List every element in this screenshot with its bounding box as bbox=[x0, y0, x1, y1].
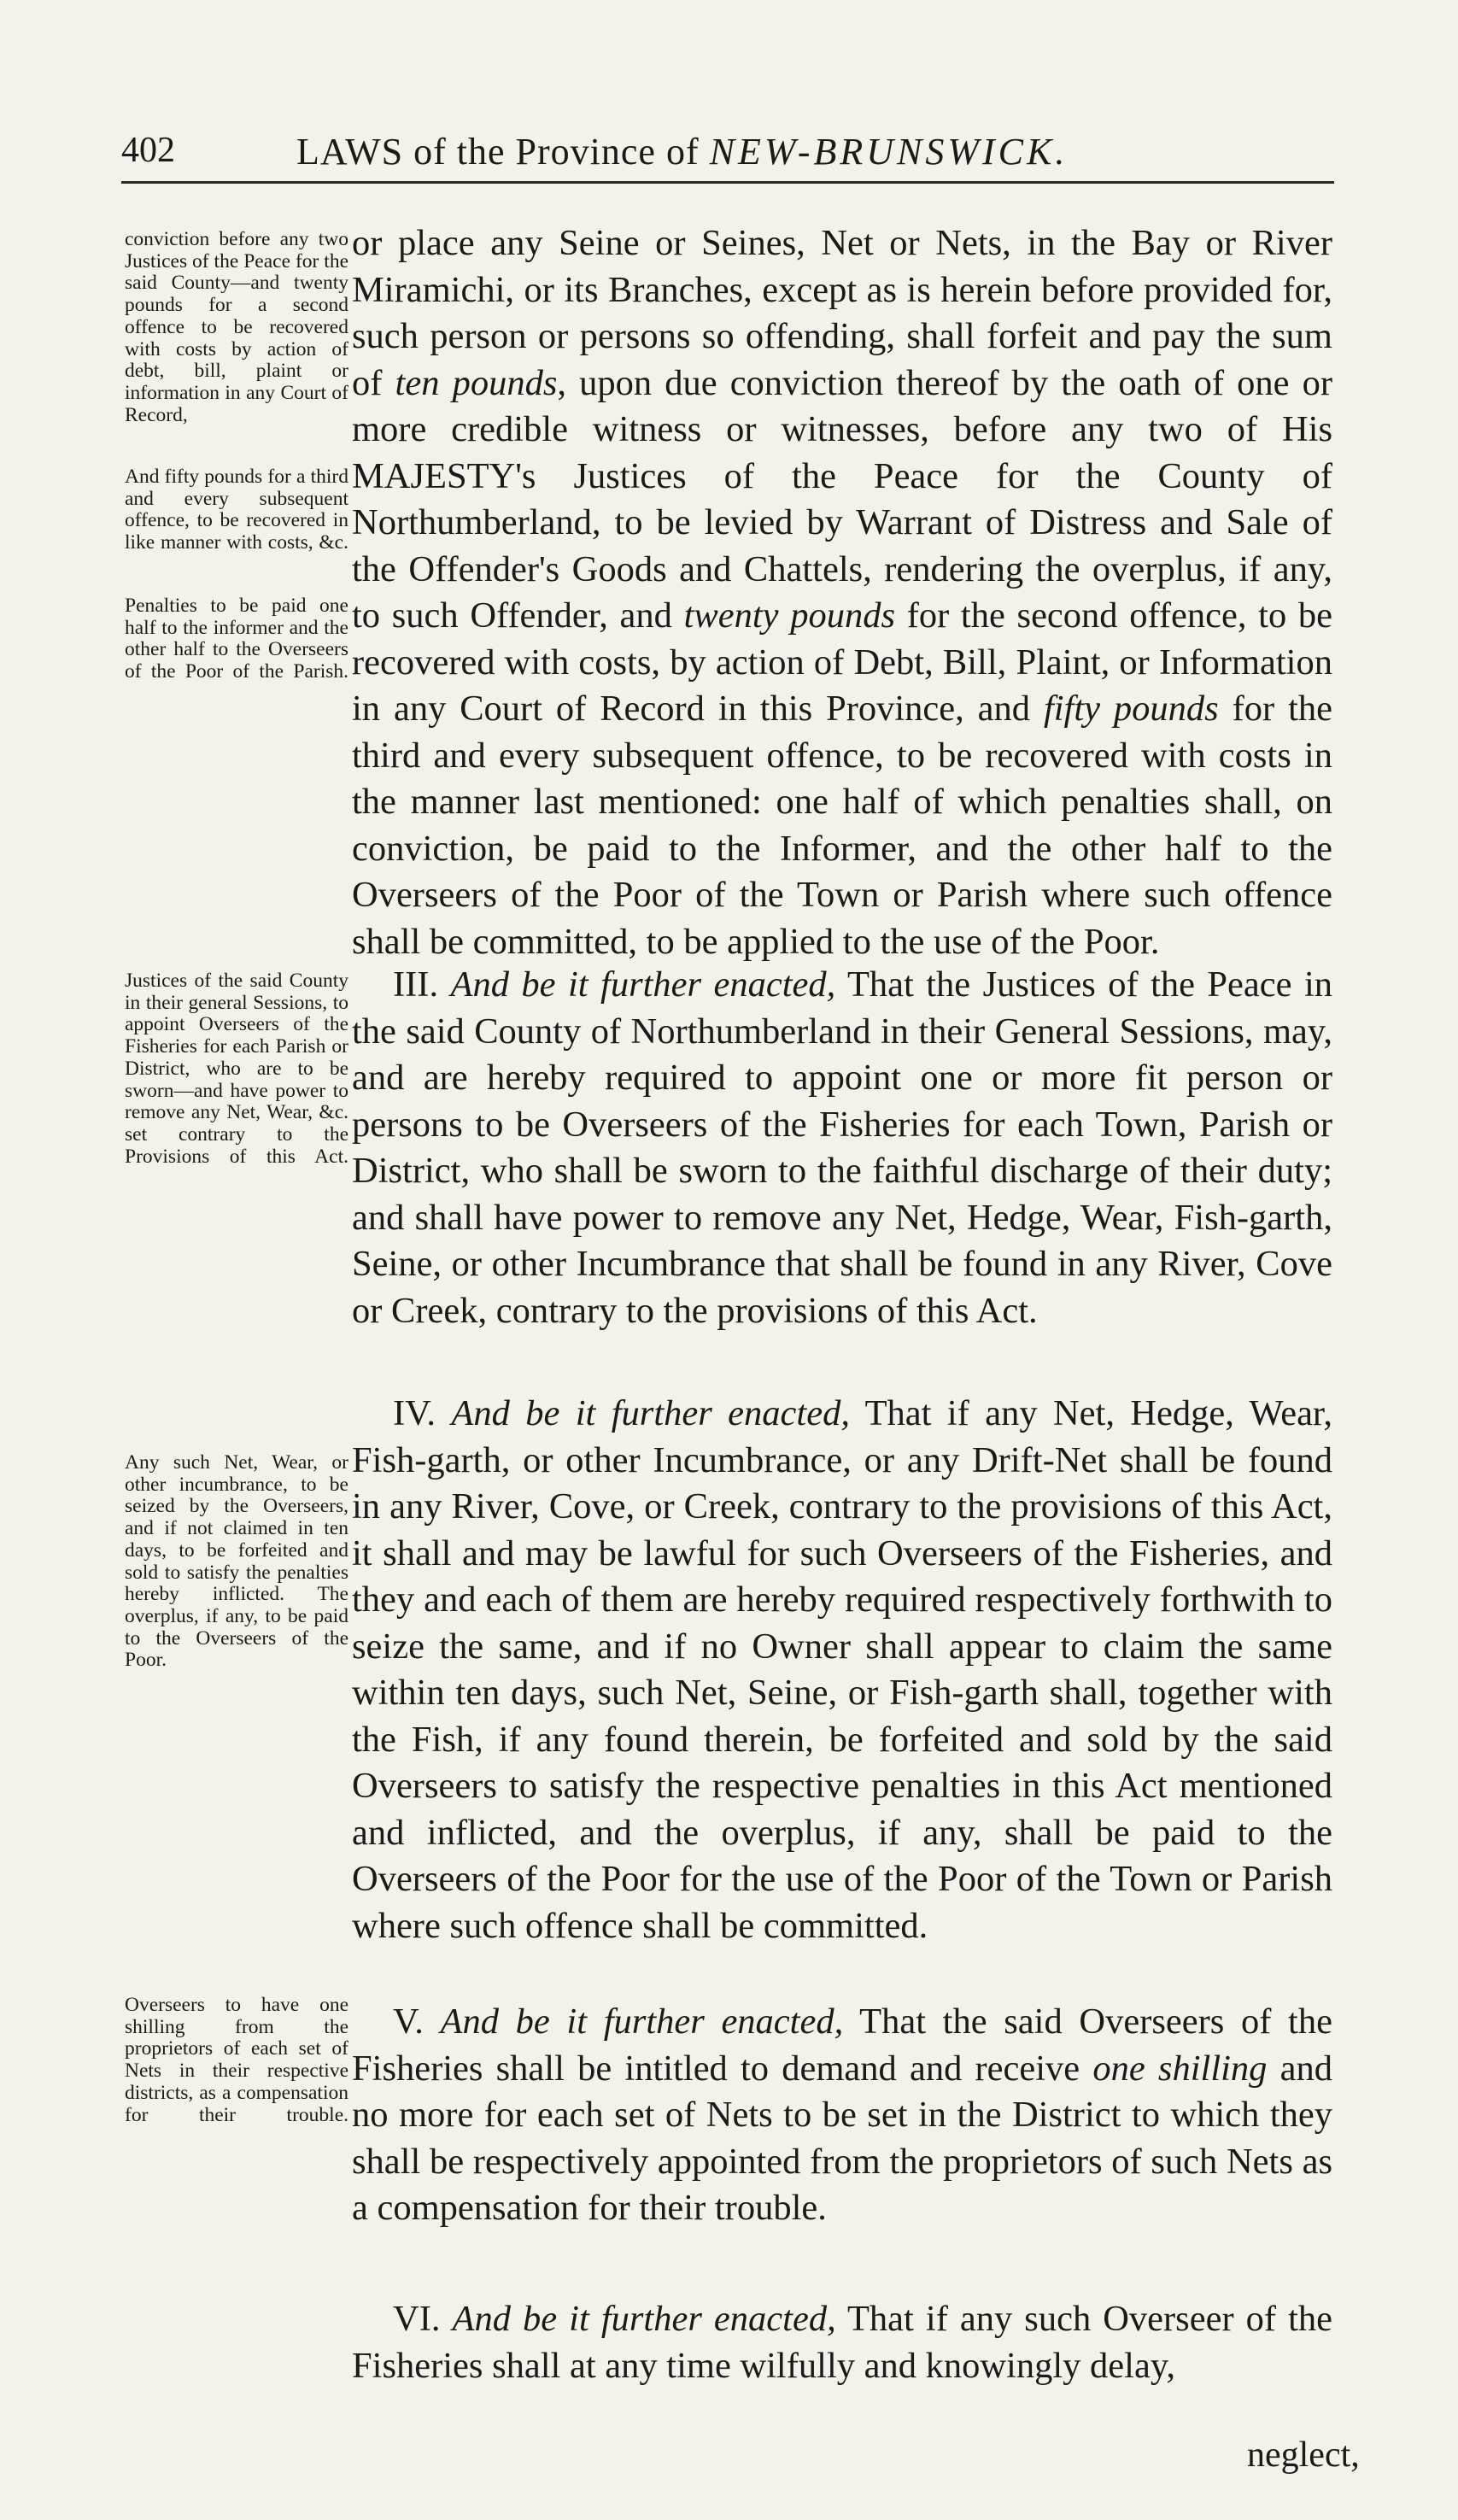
section-numeral: IV. bbox=[393, 1393, 436, 1433]
running-title-prefix: LAWS of the Province of bbox=[296, 131, 710, 173]
page-number: 402 bbox=[121, 131, 175, 170]
running-title bbox=[296, 130, 1068, 173]
text-run: or place any Seine or Seines, Net or Nets, in the Bay or River Miramichi, or its Branches, except as is herein before provided for, such person or persons so offending, shall forfeit and pay the sum of bbox=[352, 223, 1332, 403]
margin-note-justices: Justices of the said County in their general Sessions, to appoint Overseers of the Fisheries for each Parish or District, who are to be sworn—and have power to remove any Net, Wear, &c. set contrary to the Provisions of this Act. bbox=[125, 970, 348, 1168]
enacting-clause: And be it further enacted, bbox=[451, 1393, 850, 1433]
section-iv bbox=[352, 1391, 1332, 1949]
text-run: for the third and every subsequent offence, to be recovered with costs in the manner last mentioned: one half of which penalties shall, on conviction, be paid to the Informer, and the other half to the Overseers of the Poor of the Town or Parish where such offence shall be committed, to be applied to the use of the Poor. bbox=[352, 689, 1332, 962]
enacting-clause: And be it further enacted, bbox=[450, 964, 836, 1005]
text-run: , upon due conviction thereof by the oath of one or more credible witness or witnesses, before any two of His MAJESTY's Justices of the Peace for the County of Northumberland, to be levied by Warrant of Distress and Sale of the Offender's Goods and Chattels, rendering the overplus, if any, to such Offender, and bbox=[352, 362, 1332, 636]
section-vi bbox=[352, 2296, 1332, 2389]
italic-run: one shilling bbox=[1092, 2048, 1268, 2089]
margin-note-seizure: Any such Net, Wear, or other incumbrance, to be seized by the Overseers, and if not claimed in ten days, to be forfeited and sold to satisfy the penalties hereby inflicted. The overplus, if any, to be paid to the Overseers of the Poor. bbox=[125, 1451, 348, 1672]
section-text: That if any Net, Hedge, Wear, Fish-garth, or other Incumbrance, or any Drift-Net shall be found in any River, Cove, or Creek, contrary to the provisions of this Act, it shall and may be lawful for such Overseers of the Fisheries, and they and each of them are hereby required respectively forthwith to seize the same, and if no Owner shall appear to claim the same within ten days, such Net, Seine, or Fish-garth shall, together with the Fish, if any found therein, be forfeited and sold by the said Overseers to satisfy the respective penalties in this Act mentioned and inflicted, and the overplus, if any, shall be paid to the Overseers of the Poor for the use of the Poor of the Town or Parish where such offence shall be committed. bbox=[352, 1393, 1333, 1946]
paragraph-continued bbox=[352, 220, 1332, 965]
italic-run: fifty pounds bbox=[1043, 689, 1219, 729]
section-v bbox=[352, 1999, 1332, 2232]
running-title-state: NEW-BRUNSWICK. bbox=[709, 131, 1069, 173]
section-text: That the said Overseers of the Fisheries shall be intitled to demand and receive bbox=[352, 2001, 1332, 2089]
page-header bbox=[121, 128, 1334, 179]
section-text: That the Justices of the Peace in the said County of Northumberland in their General Sessions, may, and are hereby required to appoint one or more fit person or persons to be Overseers of the Fisheries for each Town, Parish or District, who shall be sworn to the faithful discharge of their duty; and shall have power to remove any Net, Hedge, Wear, Fish-garth, Seine, or other Incumbrance that shall be found in any River, Cove or Creek, contrary to the provisions of this Act. bbox=[352, 964, 1332, 1331]
margin-note-penalties: Penalties to be paid one half to the informer and the other half to the Overseers of the Poor of the Parish. bbox=[125, 595, 348, 683]
margin-note-fifty-pounds: And fifty pounds for a third and every subsequent offence, to be recovered in like manner with costs, &c. bbox=[125, 466, 348, 554]
section-numeral: III. bbox=[393, 964, 439, 1005]
section-text: and no more for each set of Nets to be set in the District to which they shall be respectively appointed from the proprietors of such Nets as a compensation for their trouble. bbox=[352, 2048, 1332, 2228]
catchword: neglect, bbox=[1247, 2435, 1360, 2475]
section-text: That if any such Overseer of the Fisheries shall at any time wilfully and knowingly delay, bbox=[352, 2299, 1333, 2386]
margin-note-overseers-fee: Overseers to have one shilling from the proprietors of each set of Nets in their respective districts, as a compensation for their trouble. bbox=[125, 1994, 348, 2126]
text-run: for the second offence, to be recovered with costs, by action of Debt, Bill, Plaint, or Information in any Court of Record in this Province, and bbox=[352, 595, 1333, 729]
italic-run: ten pounds bbox=[395, 362, 558, 403]
margin-note-conviction: conviction before any two Justices of the Peace for the said County—and twenty pounds for a second offence to be recovered with costs by action of debt, bill, plaint or information in any Court of Record, bbox=[125, 228, 348, 426]
enacting-clause: And be it further enacted, bbox=[440, 2001, 844, 2042]
header-rule bbox=[121, 181, 1334, 184]
section-iii bbox=[352, 962, 1332, 1334]
section-numeral: VI. bbox=[393, 2299, 441, 2339]
italic-run: twenty pounds bbox=[683, 595, 896, 636]
enacting-clause: And be it further enacted, bbox=[452, 2299, 836, 2339]
section-numeral: V. bbox=[393, 2001, 424, 2042]
